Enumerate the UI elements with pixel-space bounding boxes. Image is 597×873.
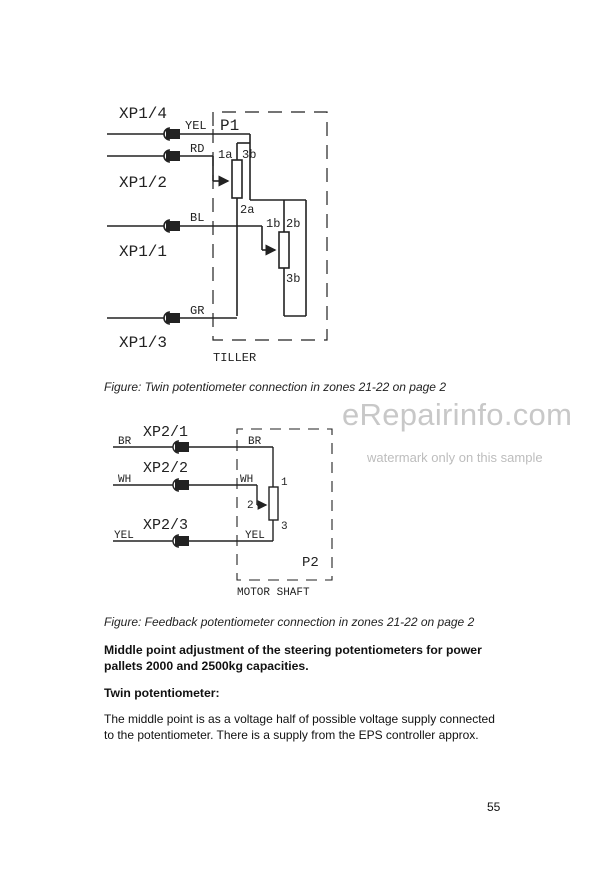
figure1-caption: Figure: Twin potentiometer connection in zones 21-22 on page 2 — [104, 380, 446, 394]
pin-3-p2: 3 — [281, 521, 288, 533]
watermark-text: eRepairinfo.com — [342, 397, 573, 432]
section-subheading: Twin potentiometer: — [104, 686, 220, 700]
pin-1b: 1b — [266, 217, 281, 231]
pin-1-p2: 1 — [281, 477, 288, 489]
wire-yel-left: YEL — [114, 530, 134, 542]
pin-2-p2: 2 — [247, 500, 254, 512]
potentiometer-b — [279, 232, 289, 268]
wire-yel: YEL — [185, 119, 207, 133]
pin-3b: 3b — [242, 148, 257, 162]
connector-xp1-4: XP1/4 — [119, 105, 168, 123]
wire-br-left: BR — [118, 436, 132, 448]
wire-bl: BL — [190, 211, 205, 225]
potentiometer-p2 — [269, 487, 278, 520]
motor-shaft-label: MOTOR SHAFT — [237, 587, 310, 599]
potentiometer-a — [232, 160, 242, 198]
connector-xp2-1: XP2/1 — [143, 424, 189, 441]
watermark-subtext: watermark only on this sample — [367, 450, 543, 465]
pin-2a: 2a — [240, 203, 255, 217]
feedback-potentiometer-diagram — [113, 429, 332, 580]
potentiometer-p1-label: P1 — [220, 117, 240, 135]
wire-wh-box: WH — [240, 474, 254, 486]
paragraph-line1: The middle point is as a voltage half of possible voltage supply connected — [104, 712, 495, 726]
paragraph-line2: to the potentiometer. There is a supply from the EPS controller approx. — [104, 728, 479, 742]
connector-xp1-1: XP1/1 — [119, 243, 168, 261]
pin-3b-lower: 3b — [286, 272, 301, 286]
section-paragraph — [104, 711, 534, 743]
wire-yel-box: YEL — [245, 530, 265, 542]
section-heading — [104, 642, 524, 674]
page-number: 55 — [487, 800, 501, 814]
wire-gr: GR — [190, 304, 205, 318]
tiller-label: TILLER — [213, 351, 257, 365]
section-heading-line1: Middle point adjustment of the steering potentiometers for power — [104, 643, 482, 657]
figure2-caption: Figure: Feedback potentiometer connection in zones 21-22 on page 2 — [104, 615, 475, 629]
connector-xp2-2: XP2/2 — [143, 460, 189, 477]
potentiometer-p2-label: P2 — [302, 555, 319, 571]
connector-xp1-3: XP1/3 — [119, 334, 168, 352]
wire-rd: RD — [190, 142, 205, 156]
wire-br-box: BR — [248, 436, 262, 448]
pin-1a: 1a — [218, 148, 233, 162]
pin-2b: 2b — [286, 217, 301, 231]
connector-xp1-2: XP1/2 — [119, 174, 168, 192]
section-heading-line2: pallets 2000 and 2500kg capacities. — [104, 659, 309, 673]
connector-xp2-3: XP2/3 — [143, 517, 189, 534]
wire-wh-left: WH — [118, 474, 132, 486]
